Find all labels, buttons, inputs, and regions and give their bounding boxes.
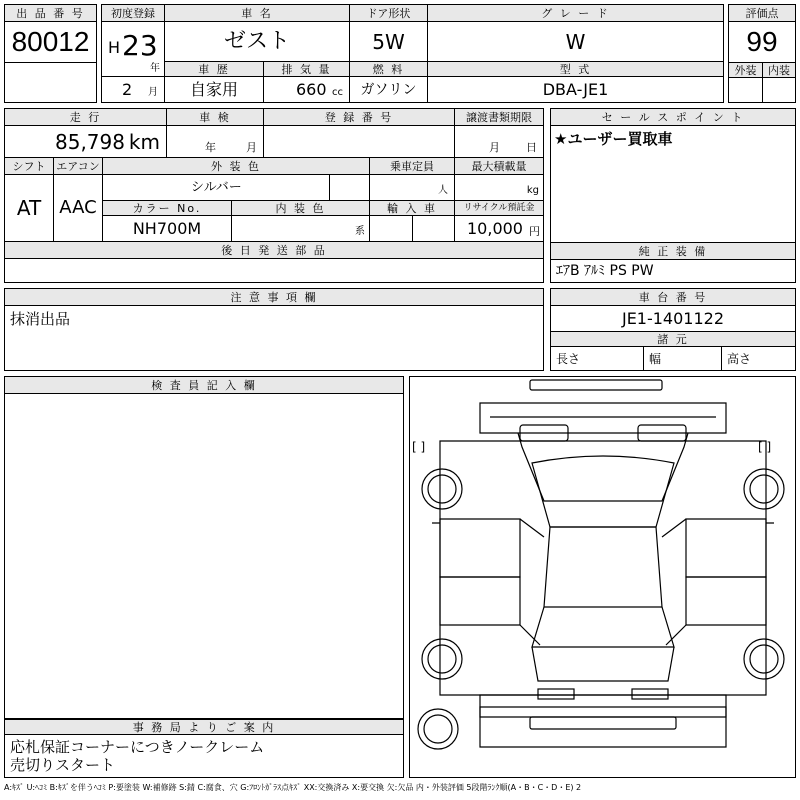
capacity-box: [369, 174, 455, 201]
office-box: [4, 734, 404, 778]
inspector-label: 検 査 員 記 入 欄: [4, 376, 404, 394]
ext-color-box: [102, 174, 330, 201]
recycle: 10,000: [467, 219, 523, 238]
car-name: ゼスト: [164, 21, 350, 62]
width-box: [643, 346, 722, 371]
model-code: DBA-JE1: [427, 76, 724, 103]
chassis-no: JE1-1401122: [550, 305, 796, 332]
mileage-label: 走 行: [4, 108, 167, 126]
interior-label: 内装: [762, 62, 796, 78]
max-load-unit: kg: [526, 185, 539, 196]
import-label: 輸 入 車: [369, 200, 455, 216]
chassis-label: 車 台 番 号: [550, 288, 796, 306]
score-label: 評価点: [728, 4, 796, 22]
displacement: 660: [296, 80, 327, 99]
sales-points-label: セ ー ル ス ポ イ ン ト: [550, 108, 796, 126]
diagram-bracket-left: [ ]: [412, 440, 426, 454]
fuel-label: 燃 料: [349, 61, 428, 77]
capacity-label: 乗車定員: [369, 157, 455, 175]
interior-score: [762, 77, 796, 103]
ext-color-label: 外 装 色: [102, 157, 370, 175]
dims-label: 諸 元: [550, 331, 796, 347]
insp-month-unit: 月: [246, 141, 257, 154]
ac-label: エアコン: [53, 157, 103, 175]
fuel: ガソリン: [349, 76, 428, 103]
reg-year: 23: [122, 29, 158, 62]
equipment-box: [550, 259, 796, 283]
mileage: 85,798: [55, 130, 125, 154]
lot-no-label: 出 品 番 号: [4, 4, 97, 22]
diagram-bracket-right: [ ]: [758, 440, 772, 454]
recycle-label: リサイクル預託金: [454, 200, 544, 216]
car-name-label: 車 名: [164, 4, 350, 22]
displacement-unit: cc: [332, 87, 343, 98]
lot-no: 80012: [4, 21, 97, 63]
later-parts: [4, 258, 544, 283]
inspection-box: [166, 125, 264, 158]
recycle-box: [454, 215, 544, 242]
reg-month: 2: [122, 80, 133, 99]
caution: 抹消出品: [10, 310, 71, 328]
ac: AAC: [53, 174, 103, 242]
equipment: ｴｱB ｱﾙﾐ PS PW: [556, 263, 654, 279]
equipment-label: 純 正 装 備: [550, 242, 796, 260]
car-diagram: [410, 377, 796, 777]
ext-color-extra: [329, 174, 370, 201]
displacement-label: 排 気 量: [263, 61, 350, 77]
office-line-2: 売切りスタート: [10, 756, 116, 774]
capacity-unit: 人: [438, 185, 448, 196]
legend: A:ｷｽﾞ U:ﾍｺﾐ B:ｷｽﾞを伴うﾍｺﾐ P:要塗装 W:補修跡 S:錆 C:腐食、穴 G:ﾌﾛﾝﾄｶﾞﾗｽ点ｷｽﾞ XX:交換済み X:要交換 欠:欠品 内・外装評価 5段階ﾗﾝｸ順(A・B・C・D・E) 2: [4, 783, 582, 792]
score: 99: [728, 21, 796, 63]
insp-year-unit: 年: [205, 141, 216, 154]
transfer-box: [454, 125, 544, 158]
first-reg-month-box: [101, 76, 165, 103]
door-label: ドア形状: [349, 4, 428, 22]
int-color-label: 内 装 色: [231, 200, 370, 216]
year-unit: 年: [150, 63, 160, 74]
reg-no: [263, 125, 455, 158]
exterior-score: [728, 77, 763, 103]
inspector-area: [4, 393, 404, 719]
int-color-unit: 系: [355, 226, 365, 237]
recycle-unit: 円: [529, 225, 540, 238]
door-type: 5W: [349, 21, 428, 62]
caution-box: [4, 305, 544, 371]
grade-label: グ レ ー ド: [427, 4, 724, 22]
import-b: [412, 215, 455, 242]
transfer-month-unit: 月: [489, 141, 500, 154]
width-label: 幅: [649, 352, 662, 366]
height-box: [721, 346, 796, 371]
length-label: 長さ: [556, 352, 581, 366]
transfer-day-unit: 日: [526, 141, 537, 154]
max-load-box: [454, 174, 544, 201]
month-unit: 月: [148, 87, 158, 98]
sales-points-box: [550, 125, 796, 243]
caution-label: 注 意 事 項 欄: [4, 288, 544, 306]
first-reg-year-box: [101, 21, 165, 77]
office-line-1: 応札保証コーナーにつきノークレーム: [10, 738, 265, 756]
exterior-label: 外装: [728, 62, 763, 78]
model-label: 型 式: [427, 61, 724, 77]
era: H: [108, 38, 121, 57]
transfer-label: 譲渡書類期限: [454, 108, 544, 126]
sales-points: ★ユーザー買取車: [554, 130, 673, 148]
history-label: 車 歴: [164, 61, 264, 77]
height-label: 高さ: [727, 352, 752, 366]
mileage-box: [4, 125, 167, 158]
length-box: [550, 346, 644, 371]
color-no-label: カラー No.: [102, 200, 232, 216]
first-reg-label: 初度登録: [101, 4, 165, 22]
inspection-label: 車 検: [166, 108, 264, 126]
shift-label: シフト: [4, 157, 54, 175]
shift: AT: [4, 174, 54, 242]
max-load-label: 最大積載量: [454, 157, 544, 175]
ext-color: シルバー: [191, 180, 242, 195]
history: 自家用: [164, 76, 264, 103]
displacement-box: [263, 76, 350, 103]
reg-no-label: 登 録 番 号: [263, 108, 455, 126]
import-a: [369, 215, 413, 242]
grade: W: [427, 21, 724, 62]
int-color-box: [231, 215, 370, 242]
office-label: 事 務 局 よ り ご 案 内: [4, 719, 404, 735]
later-parts-label: 後 日 発 送 部 品: [4, 241, 544, 259]
color-no: NH700M: [102, 215, 232, 242]
mileage-unit: km: [128, 130, 160, 154]
lot-no-blank: [4, 62, 97, 103]
